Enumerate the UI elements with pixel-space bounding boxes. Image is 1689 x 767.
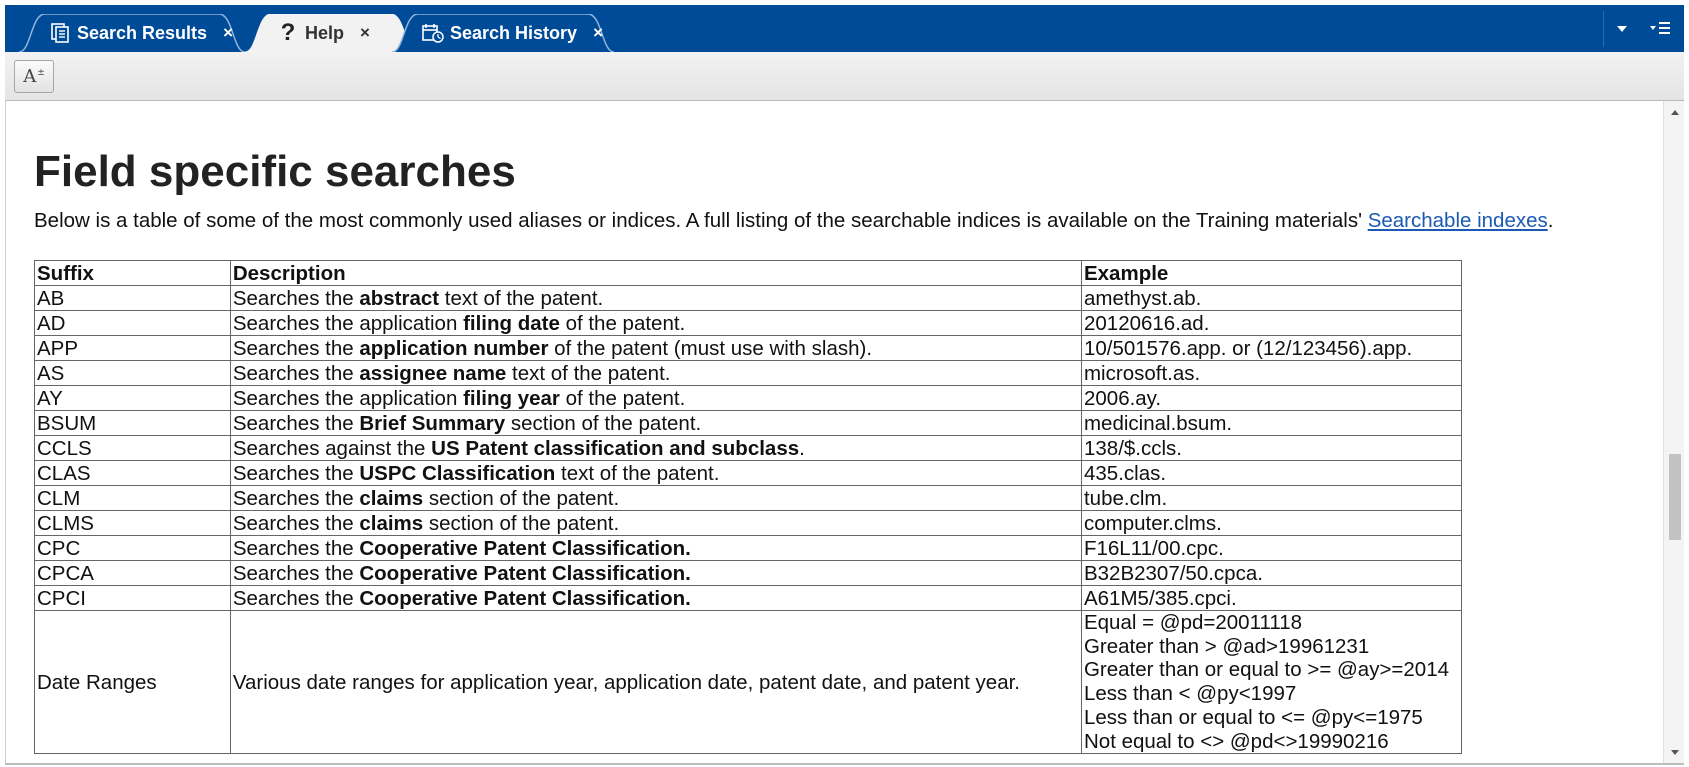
description-bold-text: filing year [463, 386, 560, 410]
example-line: Greater than > @ad>19961231 [1083, 634, 1370, 658]
cell-description [230, 336, 1081, 361]
intro-paragraph [34, 209, 1553, 233]
table-body [35, 286, 1462, 754]
table-row [35, 336, 1462, 361]
cell-example: 10/501576.app. or (12/123456).app. [1081, 336, 1461, 361]
font-size-icon: A± [23, 66, 45, 87]
cell-example: computer.clms. [1081, 511, 1461, 536]
table-row [35, 536, 1462, 561]
table-row [35, 436, 1462, 461]
description-text: Searches the [232, 336, 360, 360]
table-row [35, 511, 1462, 536]
cell-description [230, 386, 1081, 411]
table-row [35, 461, 1462, 486]
cell-description [230, 361, 1081, 386]
description-text: Searches the [232, 411, 360, 435]
cell-suffix: APP [35, 336, 231, 361]
cell-suffix: CCLS [35, 436, 231, 461]
cell-description: Various date ranges for application year, application date, patent date, and patent year. [230, 611, 1081, 754]
description-text: text of the patent. [506, 361, 671, 385]
table-row [35, 286, 1462, 311]
cell-example: amethyst.ab. [1081, 286, 1461, 311]
cell-suffix: AD [35, 311, 231, 336]
cell-suffix: CLAS [35, 461, 231, 486]
close-icon[interactable]: × [593, 23, 603, 42]
tab-label: Help [305, 22, 345, 43]
table-row [35, 486, 1462, 511]
description-text: section of the patent. [505, 411, 702, 435]
close-icon[interactable]: × [360, 23, 370, 42]
bottom-border [5, 763, 1684, 765]
description-bold-text: claims [359, 511, 424, 535]
description-bold-text: US Patent classification and subclass [431, 436, 800, 460]
tab-dropdown-button[interactable] [1604, 15, 1640, 45]
caret-up-icon [1670, 103, 1680, 121]
cell-example: A61M5/385.cpci. [1081, 586, 1461, 611]
cell-description [230, 561, 1081, 586]
tab-strip [5, 5, 1684, 52]
description-text: text of the patent. [555, 461, 720, 485]
question-icon: ? [280, 19, 296, 46]
cell-example: B32B2307/50.cpca. [1081, 561, 1461, 586]
description-bold-text: USPC Classification [359, 461, 556, 485]
cell-example: F16L11/00.cpc. [1081, 536, 1461, 561]
cell-description [230, 486, 1081, 511]
cell-suffix: CLMS [35, 511, 231, 536]
column-header-description: Description [230, 261, 1081, 286]
cell-suffix: BSUM [35, 411, 231, 436]
description-bold-text: claims [359, 486, 424, 510]
tab-search-history[interactable] [390, 14, 616, 52]
description-text: section of the patent. [423, 486, 620, 510]
description-bold-text: application number [359, 336, 549, 360]
table-row [35, 586, 1462, 611]
description-text: . [799, 436, 805, 460]
description-text: Searches the [232, 286, 360, 310]
table-row [35, 311, 1462, 336]
description-text: of the patent. [559, 386, 686, 410]
description-text: of the patent. [559, 311, 686, 335]
toolbar [5, 52, 1684, 101]
description-text: text of the patent. [439, 286, 604, 310]
tab-search-results[interactable] [17, 14, 247, 52]
cell-suffix: CPCA [35, 561, 231, 586]
table-row [35, 386, 1462, 411]
description-text: of the patent (must use with slash). [548, 336, 873, 360]
description-text: Searches the [232, 461, 360, 485]
description-text: Searches against the [232, 436, 432, 460]
description-text: Searches the [232, 536, 360, 560]
scroll-up-button[interactable] [1664, 103, 1685, 121]
cell-example: medicinal.bsum. [1081, 411, 1461, 436]
description-bold-text: abstract [359, 286, 440, 310]
cell-description [230, 436, 1081, 461]
scroll-thumb[interactable] [1669, 454, 1681, 540]
description-bold-text: Brief Summary [359, 411, 506, 435]
description-text: section of the patent. [423, 511, 620, 535]
example-line: Less than < @py<1997 [1083, 682, 1297, 706]
cell-example: 138/$.ccls. [1081, 436, 1461, 461]
description-text: Searches the [232, 486, 360, 510]
description-text: Searches the application [232, 386, 464, 410]
search-results-icon [49, 22, 71, 44]
cell-example: 2006.ay. [1081, 386, 1461, 411]
list-menu-icon [1649, 20, 1671, 41]
cell-example [1081, 611, 1461, 754]
cell-suffix: CPCI [35, 586, 231, 611]
cell-suffix: AS [35, 361, 231, 386]
cell-example: 20120616.ad. [1081, 311, 1461, 336]
cell-example: 435.clas. [1081, 461, 1461, 486]
table-row [35, 361, 1462, 386]
description-text: Searches the [232, 361, 360, 385]
caret-down-icon [1615, 21, 1629, 39]
description-text: Searches the [232, 511, 360, 535]
tab-label: Search Results [77, 22, 208, 43]
description-text: Searches the [232, 586, 360, 610]
intro-end: . [1547, 209, 1554, 232]
close-icon[interactable]: × [223, 23, 233, 42]
description-bold-text: assignee name [359, 361, 507, 385]
aliases-table [34, 260, 1462, 754]
cell-description [230, 586, 1081, 611]
cell-suffix: AB [35, 286, 231, 311]
cell-example: microsoft.as. [1081, 361, 1461, 386]
column-header-suffix: Suffix [35, 261, 231, 286]
font-size-button[interactable] [14, 60, 54, 93]
description-text: Searches the application [232, 311, 464, 335]
example-line: Greater than or equal to >= @ay>=2014 [1083, 658, 1449, 682]
cell-example: tube.clm. [1081, 486, 1461, 511]
description-bold-text: filing date [463, 311, 560, 335]
cell-description [230, 536, 1081, 561]
example-line: Not equal to <> @pd<>19990216 [1083, 729, 1389, 753]
example-line: Equal = @pd=20011118 [1083, 611, 1303, 634]
description-bold-text: Cooperative Patent Classification. [359, 561, 691, 585]
cell-description [230, 461, 1081, 486]
description-bold-text: Cooperative Patent Classification. [359, 536, 691, 560]
description-text: Searches the [232, 561, 360, 585]
table-row [35, 561, 1462, 586]
cell-description [230, 311, 1081, 336]
cell-suffix: AY [35, 386, 231, 411]
table-row [35, 411, 1462, 436]
page-title: Field specific searches [34, 147, 516, 196]
help-content [5, 101, 1663, 763]
cell-suffix: Date Ranges [35, 611, 231, 754]
table-row-date-ranges [35, 611, 1462, 754]
scroll-down-button[interactable] [1664, 743, 1685, 761]
cell-description [230, 511, 1081, 536]
example-line: Less than or equal to <= @py<=1975 [1083, 705, 1423, 729]
description-bold-text: Cooperative Patent Classification. [359, 586, 691, 610]
tab-bar [0, 0, 1689, 52]
history-calendar-icon [422, 22, 444, 44]
caret-down-icon [1670, 743, 1680, 761]
cell-suffix: CLM [35, 486, 231, 511]
intro-text: Below is a table of some of the most commonly used aliases or indices. A full listing of the searchable indices is available on the Training materials' [34, 209, 1368, 232]
cell-description [230, 286, 1081, 311]
vertical-scrollbar[interactable] [1663, 101, 1684, 763]
searchable-indexes-link[interactable]: Searchable indexes [1367, 209, 1548, 232]
cell-description [230, 411, 1081, 436]
column-header-example: Example [1081, 261, 1461, 286]
cell-suffix: CPC [35, 536, 231, 561]
tab-label: Search History [450, 22, 578, 43]
tab-list-menu-button[interactable] [1642, 15, 1678, 45]
table-header-row [35, 261, 1462, 286]
